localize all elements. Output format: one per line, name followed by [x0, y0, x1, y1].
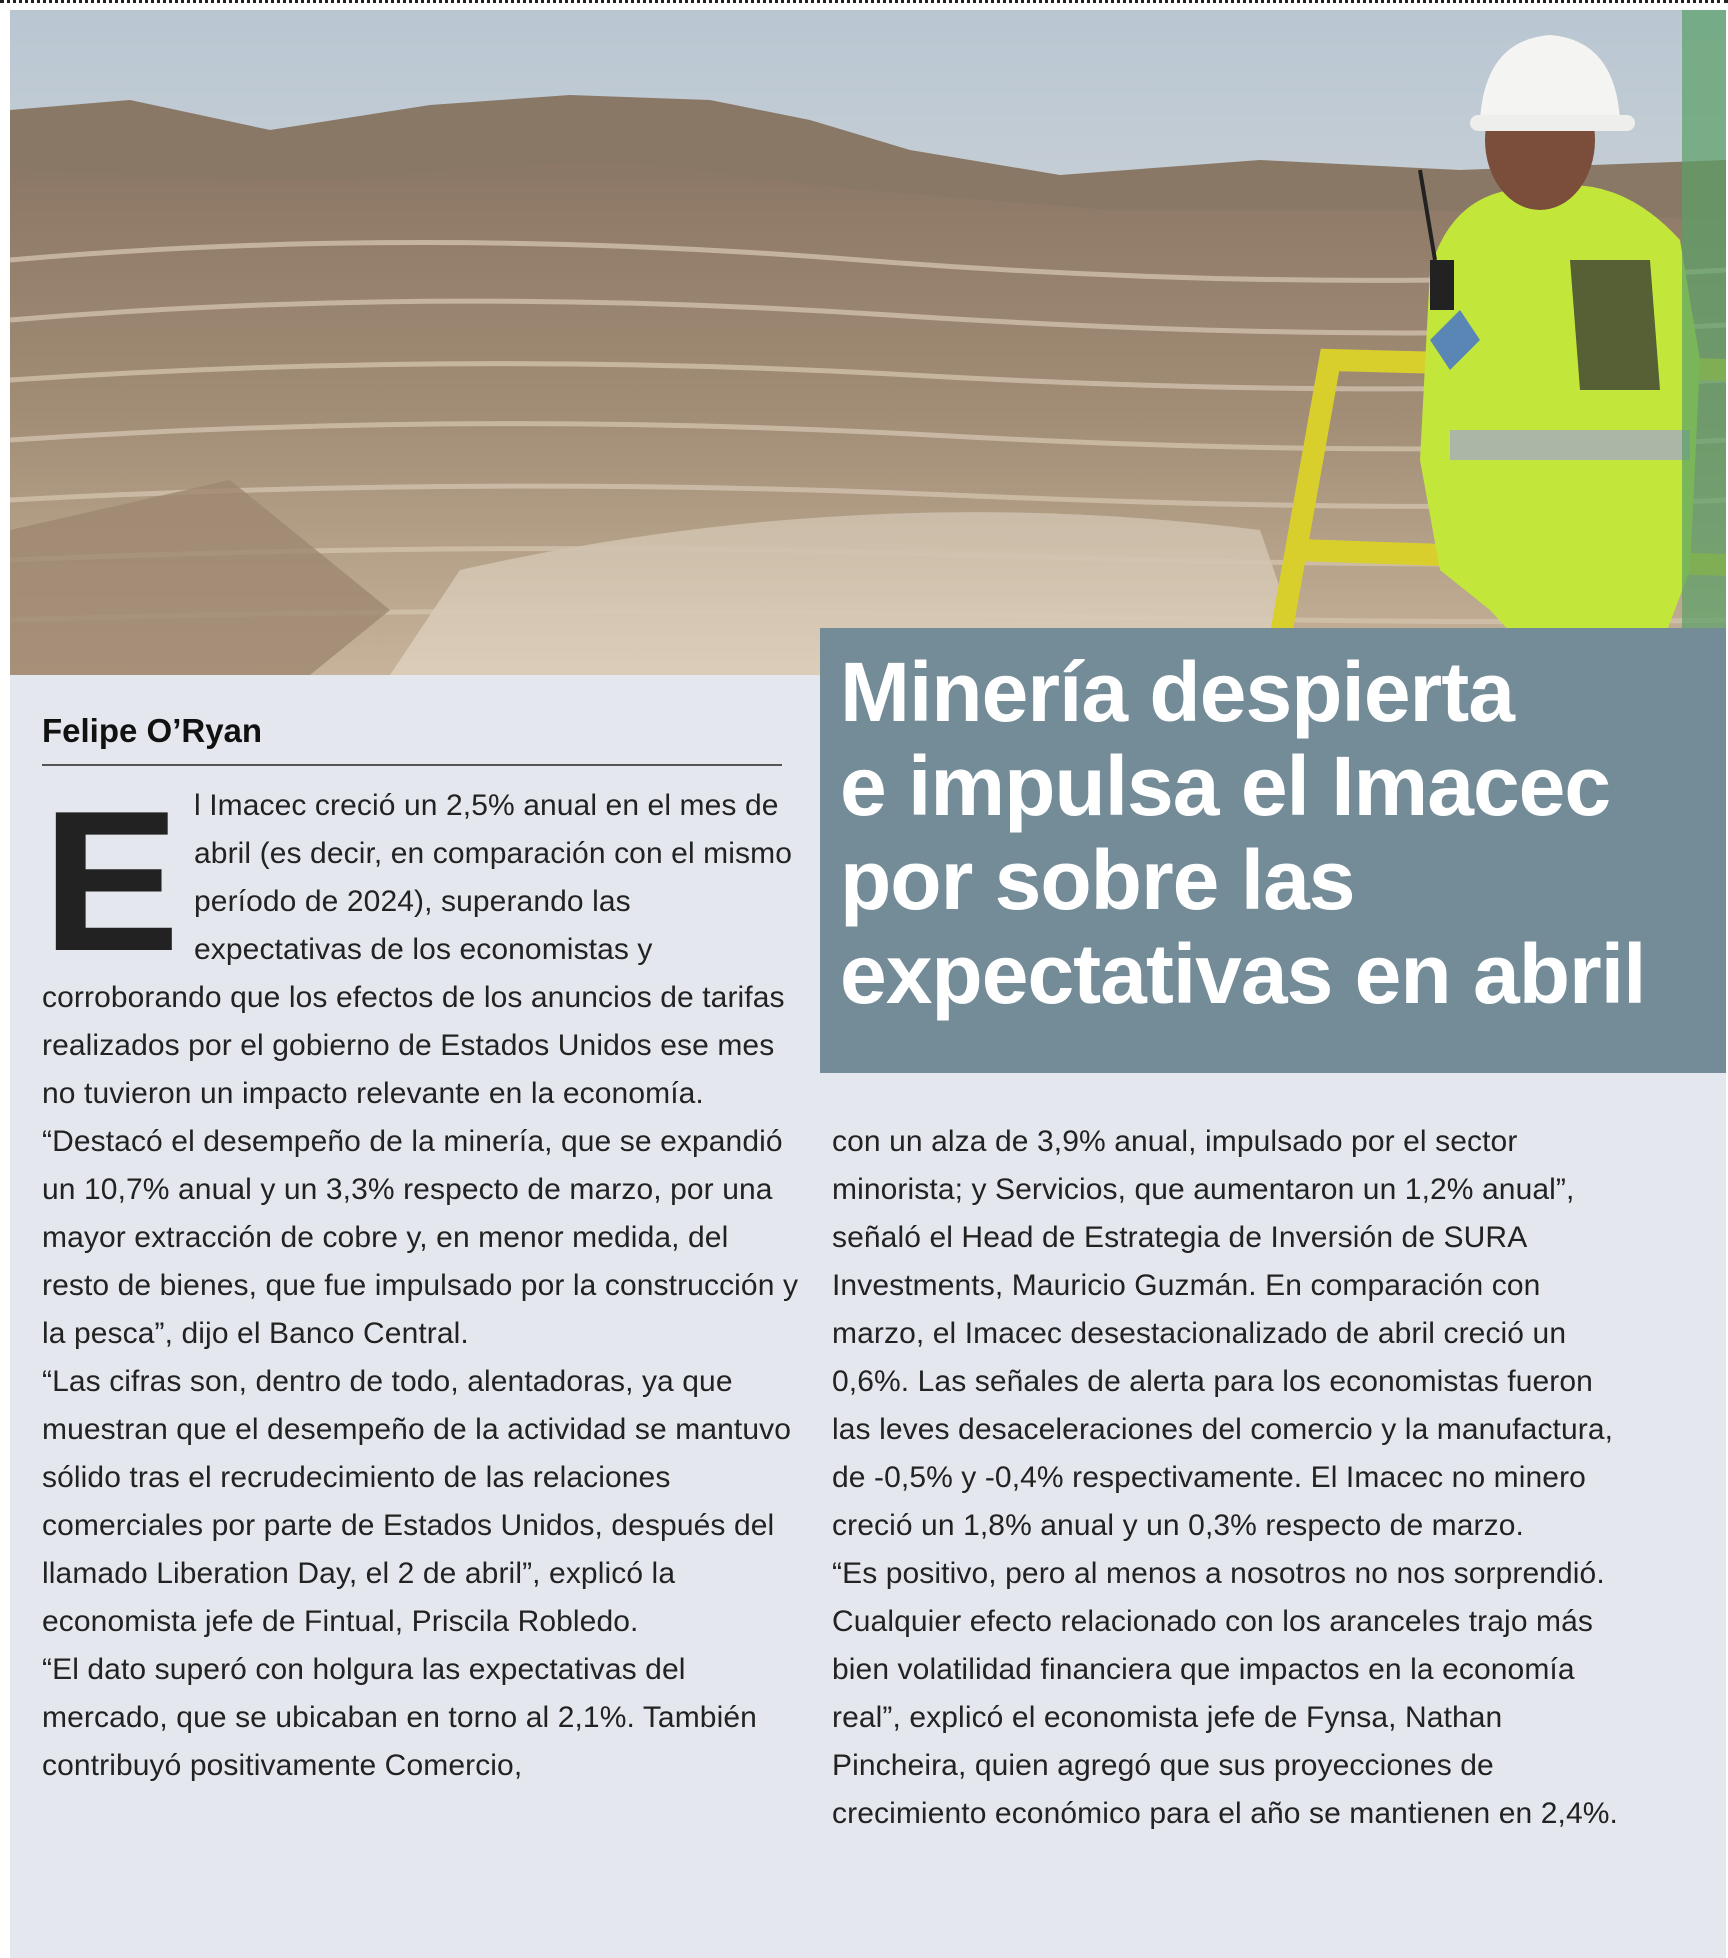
byline-divider: [42, 764, 782, 766]
right-column: [832, 1118, 1632, 1838]
headline: Minería despierta e impulsa el Imacec por sobre las expectativas en abril: [840, 645, 1646, 1021]
drop-cap-letter: E: [42, 790, 180, 960]
left-column: [42, 782, 802, 1790]
paragraph: “El dato superó con holgura las expectativas del mercado, que se ubicaban en torno al 2,1%. También contribuyó positivamente Comercio,: [42, 1653, 757, 1782]
byline: Felipe O’Ryan: [42, 712, 263, 749]
drop-cap: [42, 790, 180, 960]
mining-site-photo: [10, 10, 1726, 675]
paragraph: “Las cifras son, dentro de todo, alentadoras, ya que muestran que el desempeño de la actividad se mantuvo sólido tras el recrudecimiento de las relaciones comerciales por parte de Estados Unidos, después del llamado Liberation Day, el 2 de abril”, explicó la economista jefe de Fintual, Priscila Robledo.: [42, 1365, 791, 1638]
page-top-border: [0, 0, 1728, 6]
paragraph: “Destacó el desempeño de la minería, que se expandió un 10,7% anual y un 3,3% respecto de marzo, por una mayor extracción de cobre y, en menor medida, del resto de bienes, que fue impulsado por la construcción y la pesca”, dijo el Banco Central.: [42, 1125, 799, 1350]
paragraph: l Imacec creció un 2,5% anual en el mes de abril (es decir, en comparación con el mismo período de 2024), superando las expectativas de los economistas y corroborando que los efectos de los anuncios de tarifas realizados por el gobierno de Estados Unidos ese mes no tuvieron un impacto relevante en la economía.: [42, 789, 792, 1110]
paragraph: “Es positivo, pero al menos a nosotros no nos sorprendió. Cualquier efecto relacionado con los aranceles trajo más bien volatilidad financiera que impactos en la economía real”, explicó el economista jefe de Fynsa, Nathan Pincheira, quien agregó que sus proyecciones de crecimiento económico para el año se mantienen en 2,4%.: [832, 1557, 1618, 1830]
paragraph: con un alza de 3,9% anual, impulsado por el sector minorista; y Servicios, que aumentaron un 1,2% anual”, señaló el Head de Estrategia de Inversión de SURA Investments, Mauricio Guzmán. En comparación con marzo, el Imacec desestacionalizado de abril creció un 0,6%. Las señales de alerta para los economistas fueron las leves desaceleraciones del comercio y la manufactura, de -0,5% y -0,4% respectivamente. El Imacec no minero creció un 1,8% anual y un 0,3% respecto de marzo.: [832, 1125, 1614, 1542]
